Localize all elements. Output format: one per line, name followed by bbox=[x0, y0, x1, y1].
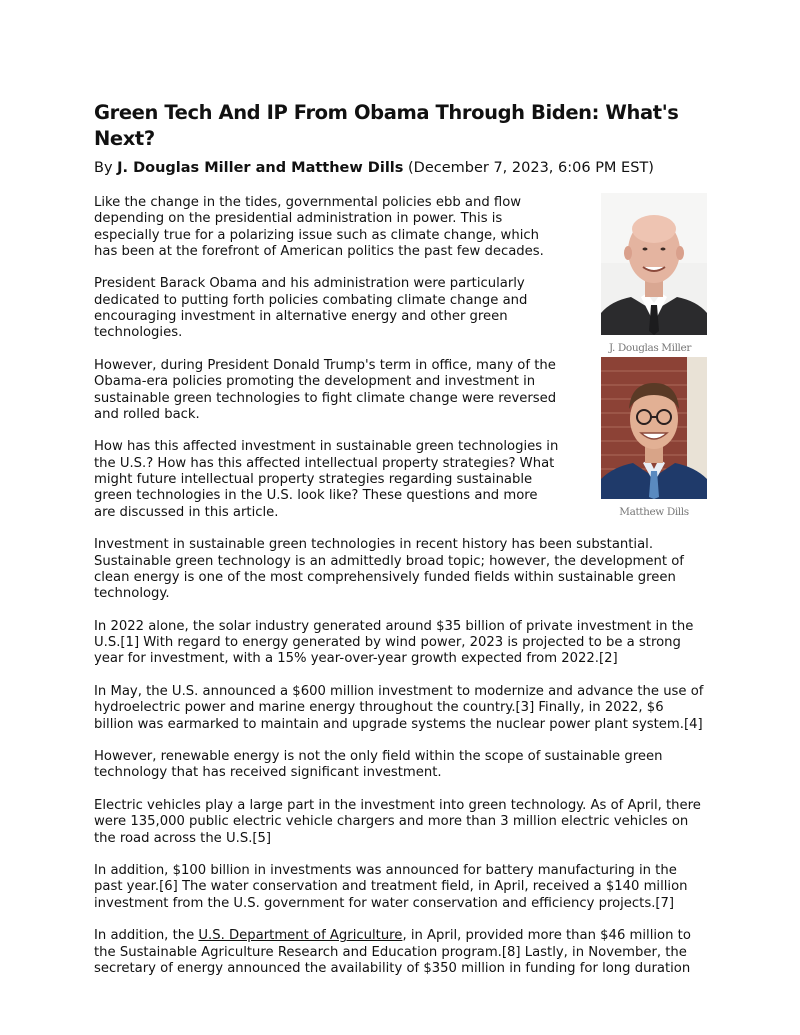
paragraph: President Barack Obama and his administration were particularly dedicated to putting forth policies combating climate change and encouraging investment in alternative energy and other green technologies. bbox=[94, 276, 528, 341]
author-photo-miller bbox=[601, 193, 707, 335]
paragraph: Like the change in the tides, governmental policies ebb and flow depending on the presidential administration in power. This is especially true for a polarizing issue such as climate change, which has been at the forefront of American politics the past few decades. bbox=[94, 195, 544, 259]
paragraph: However, during President Donald Trump's term in office, many of the Obama-era policies promoting the development and investment in sustainable green technologies to fight climate change were reversed and rolled back. bbox=[94, 357, 557, 422]
author-photos bbox=[596, 193, 712, 525]
paragraph: Electric vehicles play a large part in the investment into green technology. As of April, there were 135,000 public electric vehicle chargers and more than 3 million electric vehicles on the road across the U.S.[5] bbox=[94, 797, 701, 846]
byline-date: (December 7, 2023, 6:06 PM EST) bbox=[408, 160, 654, 176]
paragraph: In 2022 alone, the solar industry generated around $35 billion of private investment in the U.S.[1] With regard to energy generated by wind power, 2023 is projected to be a strong year for investment, with a 15% year-over-year growth expected from 2022.[2] bbox=[94, 618, 694, 667]
author-caption-miller: J. Douglas Miller bbox=[609, 342, 691, 354]
author-photo-dills bbox=[601, 357, 707, 499]
paragraph: In addition, $100 billion in investments was announced for battery manufacturing in the past year.[6] The water conservation and treatment field, in April, received a $140 million investment from the U.S. government for water conservation and efficiency projects.[7] bbox=[94, 863, 688, 911]
article-body bbox=[94, 195, 706, 977]
usda-link[interactable]: U.S. Department of Agriculture bbox=[198, 928, 403, 944]
article-title: Green Tech And IP From Obama Through Biden: What's Next? bbox=[94, 101, 679, 150]
paragraph: In May, the U.S. announced a $600 million investment to modernize and advance the use of hydroelectric power and marine energy throughout the country.[3] Finally, in 2022, $6 billion was earmarked to maintain and upgrade systems the nuclear power plant system.[4] bbox=[94, 683, 704, 732]
paragraph-text: , in April, provided more than $46 million to the Sustainable Agriculture Research and Education program.[8] Lastly, in November, the secretary of energy announced the availability of $350 million in funding for long duration bbox=[94, 928, 691, 976]
paragraph: Investment in sustainable green technologies in recent history has been substantial. Sustainable green technology is an admittedly broad topic; however, the development of clean energy is one of the most comprehensively funded fields within sustainable green technology. bbox=[94, 537, 684, 602]
paragraph: How has this affected investment in sustainable green technologies in the U.S.? How has this affected intellectual property strategies? What might future intellectual property strategies regarding sustainable green technologies in the U.S. look like? These questions and more are discussed in this article. bbox=[94, 439, 559, 520]
byline-authors: J. Douglas Miller and Matthew Dills bbox=[117, 160, 404, 176]
paragraph: However, renewable energy is not the only field within the scope of sustainable green technology that has received significant investment. bbox=[94, 749, 663, 781]
article bbox=[94, 100, 706, 994]
author-caption-dills: Matthew Dills bbox=[619, 506, 689, 518]
byline-prefix: By bbox=[94, 160, 113, 176]
paragraph-last bbox=[94, 928, 706, 977]
paragraph-text: In addition, the bbox=[94, 928, 199, 944]
byline bbox=[94, 158, 706, 178]
